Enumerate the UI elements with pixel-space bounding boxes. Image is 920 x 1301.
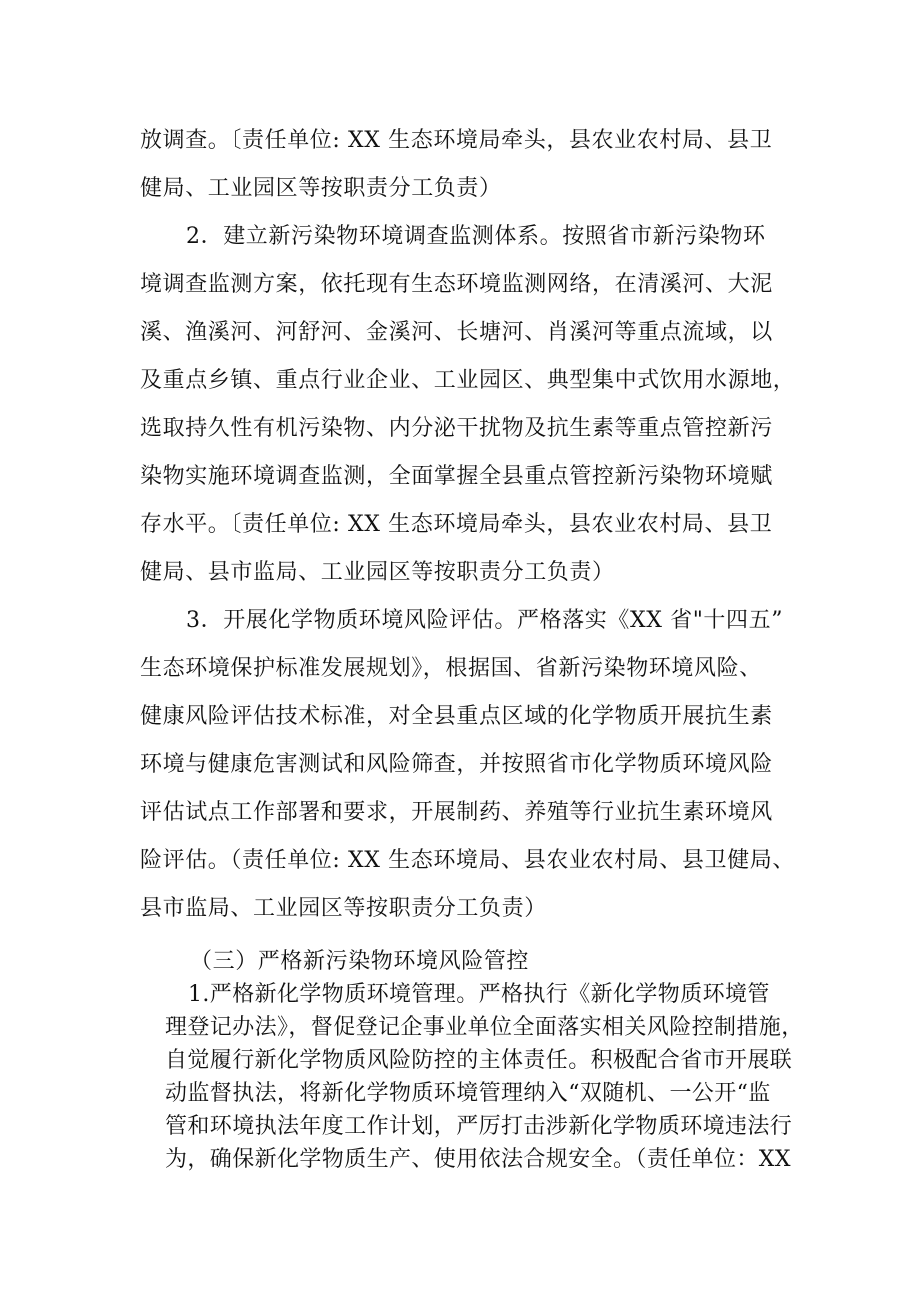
paragraph-line: 理登记办法》，督促登记企事业单位全面落实相关风险控制措施， (165, 1015, 804, 1040)
paragraph-line: 动监督执法，将新化学物质环境管理纳入“双随机、一公开“监 (165, 1081, 771, 1106)
paragraph-line: 选取持久性有机污染物、内分泌干扰物及抗生素等重点管控新污 (140, 416, 773, 441)
paragraph-line: 及重点乡镇、重点行业企业、工业园区、典型集中式饮用水源地， (140, 368, 796, 393)
paragraph-line: 2．建立新污染物环境调查监测体系。按照省市新污染物环 (186, 224, 766, 249)
paragraph-line: 为，确保新化学物质生产、使用依法合规安全。（责任单位：XX (165, 1147, 791, 1172)
paragraph-line: 1.严格新化学物质环境管理。严格执行《新化学物质环境管 (188, 982, 770, 1007)
paragraph-line: 3．开展化学物质环境风险评估。严格落实《XX 省"十四五” (186, 608, 784, 633)
paragraph-line: 健局、县市监局、工业园区等按职责分工负责） (140, 560, 615, 585)
paragraph-line: 县市监局、工业园区等按职责分工负责） (140, 896, 547, 921)
paragraph-line: 管和环境执法年度工作计划，严厉打击涉新化学物质环境违法行 (165, 1114, 793, 1139)
paragraph-line: 环境与健康危害测试和风险筛查，并按照省市化学物质环境风险 (140, 752, 773, 777)
paragraph-line: 健康风险评估技术标准，对全县重点区域的化学物质开展抗生素 (140, 704, 773, 729)
paragraph-line: 溪、渔溪河、河舒河、金溪河、长塘河、肖溪河等重点流域，以 (140, 320, 773, 345)
section-heading: （三）严格新污染物环境风险管控 (190, 949, 530, 974)
paragraph-line: 评估试点工作部署和要求，开展制药、养殖等行业抗生素环境风 (140, 800, 773, 825)
paragraph-line: 存水平。〔责任单位: XX 生态环境局牵头，县农业农村局、县卫 (140, 512, 773, 537)
paragraph-line: 放调查。〔责任单位: XX 生态环境局牵头，县农业农村局、县卫 (140, 128, 773, 153)
paragraph-line: 健局、工业园区等按职责分工负责） (140, 176, 502, 201)
paragraph-line: 自觉履行新化学物质风险防控的主体责任。积极配合省市开展联 (165, 1048, 793, 1073)
paragraph-line: 生态环境保护标准发展规划》，根据国、省新污染物环境风险、 (140, 656, 762, 681)
paragraph-line: 染物实施环境调查监测，全面掌握全县重点管控新污染物环境赋 (140, 464, 773, 489)
paragraph-line: 险评估。（责任单位: XX 生态环境局、县农业农村局、县卫健局、 (140, 848, 795, 873)
paragraph-line: 境调查监测方案，依托现有生态环境监测网络，在清溪河、大泥 (140, 272, 773, 297)
